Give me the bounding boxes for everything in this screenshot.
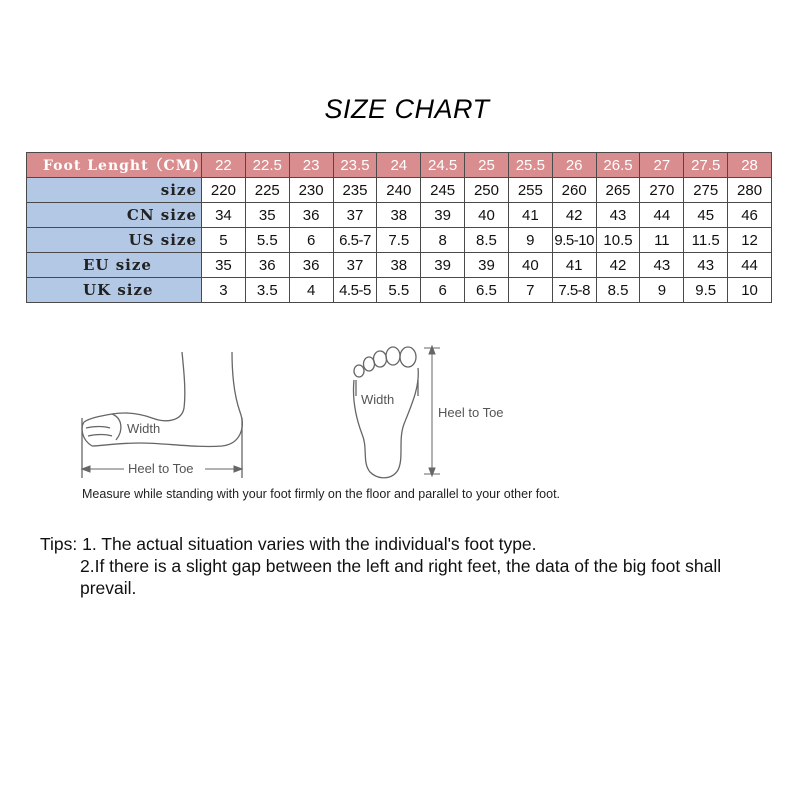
table-cell: 255 bbox=[508, 178, 552, 203]
table-cell: 39 bbox=[421, 203, 465, 228]
table-cell: 36 bbox=[289, 203, 333, 228]
row-label-cell: UK size bbox=[27, 278, 202, 303]
table-cell: 260 bbox=[552, 178, 596, 203]
table-cell: 37 bbox=[333, 253, 377, 278]
header-cell: 28 bbox=[728, 153, 772, 178]
table-cell: 225 bbox=[245, 178, 289, 203]
table-cell: 230 bbox=[289, 178, 333, 203]
table-cell: 9 bbox=[508, 228, 552, 253]
header-cell: 24.5 bbox=[421, 153, 465, 178]
table-cell: 39 bbox=[421, 253, 465, 278]
table-cell: 265 bbox=[596, 178, 640, 203]
row-label-cell: US size bbox=[27, 228, 202, 253]
table-cell: 4.5-5 bbox=[333, 278, 377, 303]
header-cell: 23 bbox=[289, 153, 333, 178]
table-cell: 8.5 bbox=[596, 278, 640, 303]
table-cell: 35 bbox=[245, 203, 289, 228]
table-cell: 38 bbox=[377, 253, 421, 278]
header-cell: 24 bbox=[377, 153, 421, 178]
table-cell: 6.5 bbox=[465, 278, 509, 303]
table-cell: 8.5 bbox=[465, 228, 509, 253]
table-cell: 36 bbox=[289, 253, 333, 278]
table-cell: 8 bbox=[421, 228, 465, 253]
table-cell: 9.5-10 bbox=[552, 228, 596, 253]
table-cell: 235 bbox=[333, 178, 377, 203]
table-cell: 4 bbox=[289, 278, 333, 303]
header-cell: 23.5 bbox=[333, 153, 377, 178]
table-cell: 245 bbox=[421, 178, 465, 203]
header-label-cell: Foot Lenght（CM) bbox=[27, 153, 202, 178]
table-cell: 12 bbox=[728, 228, 772, 253]
table-cell: 9.5 bbox=[684, 278, 728, 303]
table-cell: 40 bbox=[465, 203, 509, 228]
header-cell: 27 bbox=[640, 153, 684, 178]
table-cell: 280 bbox=[728, 178, 772, 203]
table-cell: 5.5 bbox=[377, 278, 421, 303]
table-cell: 9 bbox=[640, 278, 684, 303]
table-cell: 250 bbox=[465, 178, 509, 203]
table-cell: 10 bbox=[728, 278, 772, 303]
table-cell: 43 bbox=[596, 203, 640, 228]
table-cell: 7.5 bbox=[377, 228, 421, 253]
table-cell: 3.5 bbox=[245, 278, 289, 303]
table-cell: 11 bbox=[640, 228, 684, 253]
table-cell: 7.5-8 bbox=[552, 278, 596, 303]
table-cell: 39 bbox=[465, 253, 509, 278]
table-cell: 34 bbox=[202, 203, 246, 228]
table-cell: 38 bbox=[377, 203, 421, 228]
table-cell: 43 bbox=[640, 253, 684, 278]
table-cell: 42 bbox=[596, 253, 640, 278]
header-cell: 27.5 bbox=[684, 153, 728, 178]
table-cell: 6 bbox=[289, 228, 333, 253]
table-cell: 35 bbox=[202, 253, 246, 278]
header-cell: 22.5 bbox=[245, 153, 289, 178]
row-label-cell: size bbox=[27, 178, 202, 203]
table-cell: 43 bbox=[684, 253, 728, 278]
table-cell: 37 bbox=[333, 203, 377, 228]
table-cell: 6.5-7 bbox=[333, 228, 377, 253]
table-cell: 5 bbox=[202, 228, 246, 253]
table-cell: 3 bbox=[202, 278, 246, 303]
table-cell: 6 bbox=[421, 278, 465, 303]
page-title: SIZE CHART bbox=[324, 94, 490, 124]
header-cell: 26.5 bbox=[596, 153, 640, 178]
table-cell: 275 bbox=[684, 178, 728, 203]
table-cell: 240 bbox=[377, 178, 421, 203]
side-length-label: Heel to Toe bbox=[128, 461, 194, 476]
side-width-label: Width bbox=[127, 421, 161, 436]
row-label-cell: EU size bbox=[27, 253, 202, 278]
sole-width-label: Width bbox=[361, 392, 395, 407]
table-cell: 45 bbox=[684, 203, 728, 228]
side-foot-icon bbox=[82, 352, 242, 478]
table-cell: 270 bbox=[640, 178, 684, 203]
table-cell: 44 bbox=[640, 203, 684, 228]
header-cell: 25.5 bbox=[508, 153, 552, 178]
header-cell: 22 bbox=[202, 153, 246, 178]
table-cell: 36 bbox=[245, 253, 289, 278]
tip-line-1: Tips: 1. The actual situation varies with the individual's foot type. bbox=[40, 534, 537, 554]
tip-line-2: 2.If there is a slight gap between the left and right feet, the data of the big foot shall prevail. bbox=[80, 556, 722, 598]
table-cell: 11.5 bbox=[684, 228, 728, 253]
header-cell: 25 bbox=[465, 153, 509, 178]
header-cell: 26 bbox=[552, 153, 596, 178]
table-cell: 7 bbox=[508, 278, 552, 303]
table-cell: 41 bbox=[508, 203, 552, 228]
table-cell: 46 bbox=[728, 203, 772, 228]
tips-section bbox=[40, 533, 760, 599]
table-cell: 40 bbox=[508, 253, 552, 278]
table-cell: 10.5 bbox=[596, 228, 640, 253]
sole-length-label: Heel to Toe bbox=[438, 405, 504, 420]
sole-foot-icon bbox=[353, 347, 418, 478]
measure-instruction: Measure while standing with your foot firmly on the floor and parallel to your other foot. bbox=[82, 487, 561, 501]
table-cell: 220 bbox=[202, 178, 246, 203]
table-cell: 44 bbox=[728, 253, 772, 278]
table-cell: 5.5 bbox=[245, 228, 289, 253]
table-cell: 42 bbox=[552, 203, 596, 228]
table-cell: 41 bbox=[552, 253, 596, 278]
row-label-cell: CN size bbox=[27, 203, 202, 228]
